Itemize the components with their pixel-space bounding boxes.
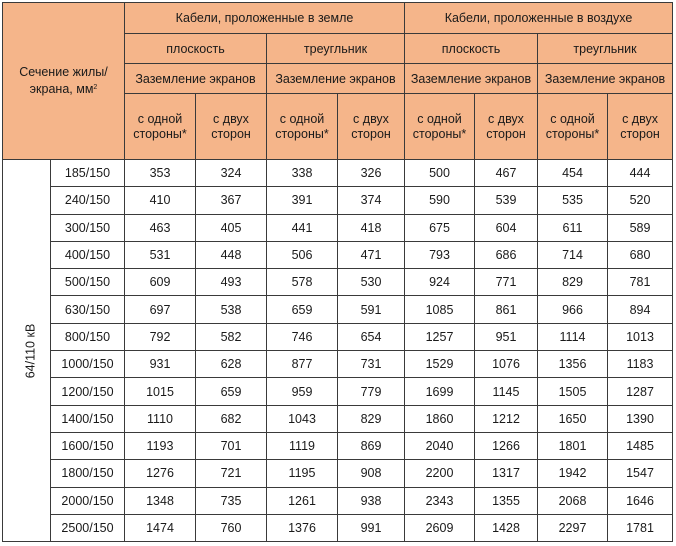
value-cell: 448 (196, 241, 267, 268)
value-cell: 1390 (608, 405, 673, 432)
value-cell: 1195 (267, 460, 338, 487)
table-row (3, 432, 673, 459)
value-cell: 924 (405, 269, 475, 296)
value-cell: 861 (475, 296, 538, 323)
table-row (3, 269, 673, 296)
value-cell: 1212 (475, 405, 538, 432)
two-sides-header: с двух сторон (196, 94, 267, 160)
value-cell: 701 (196, 432, 267, 459)
table-row (3, 405, 673, 432)
value-cell: 520 (608, 187, 673, 214)
value-cell: 454 (538, 160, 608, 187)
value-cell: 391 (267, 187, 338, 214)
one-side-header: с одной стороны* (405, 94, 475, 160)
value-cell: 611 (538, 214, 608, 241)
value-cell: 367 (196, 187, 267, 214)
value-cell: 1376 (267, 514, 338, 541)
value-cell: 2343 (405, 487, 475, 514)
value-cell: 1474 (125, 514, 196, 541)
value-cell: 374 (338, 187, 405, 214)
value-cell: 1276 (125, 460, 196, 487)
value-cell: 966 (538, 296, 608, 323)
value-cell: 1266 (475, 432, 538, 459)
section-cell: 400/150 (51, 241, 125, 268)
value-cell: 410 (125, 187, 196, 214)
section-cell: 500/150 (51, 269, 125, 296)
value-cell: 781 (608, 269, 673, 296)
value-cell: 471 (338, 241, 405, 268)
value-cell: 792 (125, 323, 196, 350)
value-cell: 467 (475, 160, 538, 187)
table-row (3, 214, 673, 241)
value-cell: 324 (196, 160, 267, 187)
value-cell: 1547 (608, 460, 673, 487)
table-row (3, 160, 673, 187)
value-cell: 2297 (538, 514, 608, 541)
value-cell: 1781 (608, 514, 673, 541)
value-cell: 1485 (608, 432, 673, 459)
two-sides-header: с двух сторон (475, 94, 538, 160)
value-cell: 680 (608, 241, 673, 268)
value-cell: 654 (338, 323, 405, 350)
table-row (3, 378, 673, 405)
value-cell: 721 (196, 460, 267, 487)
value-cell: 589 (608, 214, 673, 241)
value-cell: 951 (475, 323, 538, 350)
grounding-header: Заземление экранов (267, 64, 405, 94)
table-row (3, 296, 673, 323)
ground-header: Кабели, проложенные в земле (125, 3, 405, 34)
value-cell: 1801 (538, 432, 608, 459)
section-label: Сечение жилы/экрана, мм (19, 65, 108, 96)
value-cell: 829 (538, 269, 608, 296)
air-header: Кабели, проложенные в воздухе (405, 3, 673, 34)
value-cell: 1428 (475, 514, 538, 541)
ground-flat-header: плоскость (125, 34, 267, 64)
table-row (3, 514, 673, 541)
table-row (3, 241, 673, 268)
value-cell: 779 (338, 378, 405, 405)
value-cell: 894 (608, 296, 673, 323)
value-cell: 538 (196, 296, 267, 323)
value-cell: 1646 (608, 487, 673, 514)
value-cell: 908 (338, 460, 405, 487)
table-row (3, 351, 673, 378)
one-side-header: с одной стороны* (538, 94, 608, 160)
section-cell: 1600/150 (51, 432, 125, 459)
value-cell: 1356 (538, 351, 608, 378)
value-cell: 1043 (267, 405, 338, 432)
value-cell: 1529 (405, 351, 475, 378)
value-cell: 1650 (538, 405, 608, 432)
value-cell: 604 (475, 214, 538, 241)
value-cell: 1261 (267, 487, 338, 514)
value-cell: 535 (538, 187, 608, 214)
value-cell: 793 (405, 241, 475, 268)
value-cell: 531 (125, 241, 196, 268)
value-cell: 1110 (125, 405, 196, 432)
value-cell: 1013 (608, 323, 673, 350)
value-cell: 686 (475, 241, 538, 268)
value-cell: 1114 (538, 323, 608, 350)
value-cell: 463 (125, 214, 196, 241)
grounding-header: Заземление экранов (405, 64, 538, 94)
value-cell: 735 (196, 487, 267, 514)
value-cell: 1085 (405, 296, 475, 323)
value-cell: 1699 (405, 378, 475, 405)
value-cell: 659 (196, 378, 267, 405)
value-cell: 659 (267, 296, 338, 323)
value-cell: 609 (125, 269, 196, 296)
table-body (3, 160, 673, 542)
section-cell: 630/150 (51, 296, 125, 323)
value-cell: 2068 (538, 487, 608, 514)
value-cell: 682 (196, 405, 267, 432)
value-cell: 1076 (475, 351, 538, 378)
value-cell: 1257 (405, 323, 475, 350)
value-cell: 714 (538, 241, 608, 268)
value-cell: 2609 (405, 514, 475, 541)
value-cell: 530 (338, 269, 405, 296)
value-cell: 1193 (125, 432, 196, 459)
value-cell: 441 (267, 214, 338, 241)
value-cell: 628 (196, 351, 267, 378)
value-cell: 829 (338, 405, 405, 432)
one-side-header: с одной стороны* (125, 94, 196, 160)
value-cell: 1860 (405, 405, 475, 432)
value-cell: 746 (267, 323, 338, 350)
value-cell: 1942 (538, 460, 608, 487)
air-flat-header: плоскость (405, 34, 538, 64)
ground-triangle-header: треугльник (267, 34, 405, 64)
value-cell: 959 (267, 378, 338, 405)
value-cell: 1317 (475, 460, 538, 487)
section-cell: 1000/150 (51, 351, 125, 378)
two-sides-header: с двух сторон (338, 94, 405, 160)
section-cell: 185/150 (51, 160, 125, 187)
section-cell: 2000/150 (51, 487, 125, 514)
value-cell: 731 (338, 351, 405, 378)
value-cell: 590 (405, 187, 475, 214)
value-cell: 1505 (538, 378, 608, 405)
table-row (3, 460, 673, 487)
section-cell: 1400/150 (51, 405, 125, 432)
value-cell: 326 (338, 160, 405, 187)
grounding-header: Заземление экранов (125, 64, 267, 94)
value-cell: 675 (405, 214, 475, 241)
voltage-label: 64/110 кВ (23, 323, 38, 378)
two-sides-header: с двух сторон (608, 94, 673, 160)
value-cell: 338 (267, 160, 338, 187)
value-cell: 418 (338, 214, 405, 241)
value-cell: 493 (196, 269, 267, 296)
one-side-header: с одной стороны* (267, 94, 338, 160)
voltage-cell (3, 160, 51, 542)
ampacity-table (2, 2, 673, 542)
section-cell: 800/150 (51, 323, 125, 350)
value-cell: 697 (125, 296, 196, 323)
value-cell: 877 (267, 351, 338, 378)
value-cell: 1348 (125, 487, 196, 514)
value-cell: 760 (196, 514, 267, 541)
value-cell: 582 (196, 323, 267, 350)
value-cell: 506 (267, 241, 338, 268)
value-cell: 539 (475, 187, 538, 214)
value-cell: 578 (267, 269, 338, 296)
section-cell: 1200/150 (51, 378, 125, 405)
table-row (3, 323, 673, 350)
air-triangle-header: треугльник (538, 34, 673, 64)
value-cell: 2200 (405, 460, 475, 487)
value-cell: 1287 (608, 378, 673, 405)
value-cell: 444 (608, 160, 673, 187)
value-cell: 1119 (267, 432, 338, 459)
value-cell: 405 (196, 214, 267, 241)
section-cell: 2500/150 (51, 514, 125, 541)
value-cell: 500 (405, 160, 475, 187)
grounding-header: Заземление экранов (538, 64, 673, 94)
section-cell: 1800/150 (51, 460, 125, 487)
value-cell: 931 (125, 351, 196, 378)
value-cell: 938 (338, 487, 405, 514)
value-cell: 1015 (125, 378, 196, 405)
value-cell: 353 (125, 160, 196, 187)
value-cell: 1145 (475, 378, 538, 405)
section-cell: 300/150 (51, 214, 125, 241)
value-cell: 1183 (608, 351, 673, 378)
table-row (3, 187, 673, 214)
section-cell: 240/150 (51, 187, 125, 214)
value-cell: 1355 (475, 487, 538, 514)
section-sup: 2 (93, 84, 98, 91)
value-cell: 869 (338, 432, 405, 459)
value-cell: 771 (475, 269, 538, 296)
value-cell: 991 (338, 514, 405, 541)
table-row (3, 487, 673, 514)
section-header (3, 3, 125, 160)
value-cell: 591 (338, 296, 405, 323)
value-cell: 2040 (405, 432, 475, 459)
